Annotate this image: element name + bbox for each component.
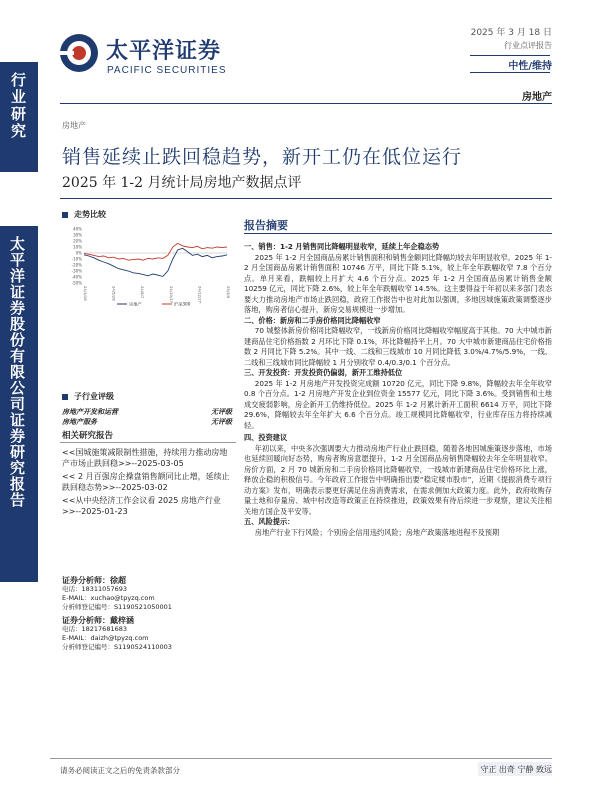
subindustry-row (62, 407, 232, 417)
x-tick-label: 24/3/18 (83, 286, 88, 301)
section-heading-price: 二、价格：新房和二手房价格同比降幅收窄 (244, 315, 381, 325)
y-tick-label: 40% (73, 226, 82, 232)
section-text-sales: 2025 年 1-2 月全国商品房累计销售面积和销售金额同比降幅均较去年明显收窄。2025 年 1-2 月全国商品房累计销售面积 10746 万平，同比下降 5.1%，较上年全年跌幅收窄 7.8 个百分点。单月来看，跌幅较上月扩大 4.6 个百分点。2025 年 1-2 月全国商品房累计销售金额 10259 亿元，同比下降 2.6%，较上年全年跌幅收窄 14.5%。这主要得益于年初以来多部门表态要大力推动房地产市场止跌回稳，政府工作报告中也对此加以强调，多地因城施策政策调整逐步落地，购房者信心提升，新房交易规模进一步增加。 (244, 252, 553, 314)
summary-body (244, 242, 552, 538)
sector-tag: 房地产 (62, 121, 86, 130)
report-type: 行业点评报告 (504, 41, 552, 50)
x-tick-label: 24/12/27 (197, 286, 203, 304)
bullet-square-icon (62, 394, 68, 400)
section-text-advice: 年初以来，中央多次强调要大力推动房地产行业止跌回稳，随着各地因城施策逐步落地，市场也延续回暖向好态势，购房者购房意愿提升，1-2 月全国商品房销售降幅较去年全年明显收窄。房价方面，2 月 70 城新房和二手房价格同比降幅收窄，一线城市新建商品住宅价格环比上涨，释放企稳的积极信号。今年政府工作报告中明确指出要“稳定楼市股市”，近期《提振消费专项行动方案》发布，明确表示要更好满足住房消费需求，在需求侧加大政策力度。此外，政府收购存量土地和存量房、城中村改造等政策正在持续推进，政策效果有待后续进一步观察，建议关注相关地方国企及平安等。 (244, 443, 552, 516)
brand-name-en: PACIFIC SECURITIES (107, 65, 227, 76)
industry-rating: 中性/维持 (508, 61, 552, 72)
sidebar-text-top: 行业研究 (9, 72, 27, 140)
analyst-cert: 分析师登记编号：S1190521050001 (62, 603, 172, 611)
summary-divider (244, 233, 552, 234)
y-tick-label: -30% (71, 268, 82, 274)
trend-chart (62, 225, 232, 310)
analyst-name: 证券分析师：徐超 (62, 576, 126, 585)
y-tick-label: -20% (71, 262, 82, 268)
divider (470, 55, 550, 56)
related-research-title: 相关研究报告 (62, 431, 114, 441)
title-divider (60, 198, 552, 199)
section-text-risk: 房地产行业下行风险；个别房企信用违约风险；房地产政策落地进程不及预期 (254, 527, 500, 537)
subindustry-section-label: 子行业评级 (62, 391, 114, 402)
analyst-name: 证券分析师：戴梓涵 (62, 616, 134, 625)
related-report-link[interactable]: << 2 月百强房企操盘销售额同比止增，延续止跌回稳态势>>--2025-03-02 (62, 472, 230, 492)
x-tick-label: 24/5/28 (111, 286, 117, 301)
bullet-square-icon (62, 212, 68, 218)
y-tick-label: 20% (73, 238, 82, 244)
x-tick-label: 24/10/17 (168, 286, 174, 304)
divider (470, 72, 550, 73)
section-text-price: 70 城整体新房价格同比降幅收窄，一线新房价格同比降幅收窄幅度高于其他。70 大中城市新建商品住宅价格指数 2 月环比下降 0.1%，环比降幅持平上月。70 大中城市新建商品住宅价格指数 2 月同比下降 5.2%。其中一线、二线和三线城市 10 月同比降低 3.0%/4.7%/5.9%，一线、二线和三线城市同比降幅较 1 月分别收窄 0.4/0.3/0.1 个百分点。 (244, 326, 552, 367)
analyst-block (62, 616, 238, 652)
subindustry-name: 房地产开发和运营 (62, 408, 118, 416)
sector-label: 房地产 (522, 92, 552, 103)
series-line-1 (84, 243, 227, 260)
analyst-block (62, 576, 238, 612)
y-tick-label: 0% (75, 250, 82, 256)
x-tick-label: 24/8/7 (140, 286, 146, 299)
y-tick-label: 30% (73, 232, 82, 238)
section-text-investment: 2025 年 1-2 月房地产开发投资完成额 10720 亿元，同比下降 9.8%，降幅较去年全年收窄 0.8 个百分点。1-2 月房地产开发企业到位资金 15577 亿元，同比下降 3.6%。受到销售和土地成交疲弱影响，房企新开工仍维持低位。2025 年 1-2 月累计新开工面积 6614 万平，同比下降 29.6%，降幅较去年全年扩大 6.6 个百分点。竣工规模同比降幅收窄，行业库存压力将持续减轻。 (244, 378, 552, 430)
section-heading-sales: 一、销售：1-2 月销售同比降幅明显收窄，延续上年企稳态势 (244, 242, 440, 251)
divider (60, 442, 236, 443)
analyst-email[interactable]: E-MAIL：daizh@tpyzq.com (62, 634, 149, 642)
section-heading-investment: 三、开发投资：开发投资仍偏弱，新开工维持低位 (244, 368, 403, 377)
related-research-list (62, 447, 234, 519)
subindustry-rating: 无评级 (211, 418, 232, 426)
legend-label: 房地产 (129, 301, 142, 307)
analyst-email[interactable]: E-MAIL：xuchao@tpyzq.com (62, 594, 155, 602)
trend-section-label: 走势比较 (62, 209, 106, 220)
related-report-link[interactable]: <<国城施策减限制性措施，持续用力推动房地产市场止跌回稳>>--2025-03-05 (62, 448, 228, 468)
footer-divider (50, 758, 552, 759)
section-heading-advice: 四、投资建议 (244, 433, 288, 442)
legend-label: 沪深300 (174, 301, 191, 307)
y-tick-label: -10% (71, 256, 82, 262)
subindustry-name: 房地产服务 (62, 418, 97, 426)
brand-name-cn: 太平洋证券 (106, 39, 222, 64)
analyst-cert: 分析师登记编号：S1190524110003 (62, 643, 172, 651)
y-tick-label: -50% (71, 280, 82, 286)
x-tick-label: 25/3/9 (226, 286, 231, 299)
series-line-0 (84, 248, 227, 276)
subindustry-rating: 无评级 (211, 408, 232, 416)
analyst-phone: 电话：18217681683 (62, 625, 127, 633)
footer-disclaimer: 请务必阅读正文之后的免责条款部分 (60, 766, 180, 775)
subindustry-table (62, 407, 232, 427)
report-date: 2025 年 3 月 18 日 (470, 28, 552, 38)
section-heading-risk: 五、风险提示： (244, 517, 295, 526)
summary-title: 报告摘要 (244, 219, 288, 232)
footer-motto: 守正 出奇 宁静 致远 (480, 765, 552, 774)
subindustry-row (62, 417, 232, 427)
page-title: 销售延续止跌回稳趋势，新开工仍在低位运行 (62, 146, 463, 168)
related-report-link[interactable]: <<从中央经济工作会议看 2025 房地产行业>>--2025-01-23 (62, 496, 221, 516)
y-tick-label: -40% (71, 274, 82, 280)
logo-icon (58, 32, 100, 74)
analyst-phone: 电话：18311057693 (62, 585, 127, 593)
sidebar-text-bottom: 太平洋证券股份有限公司证券研究报告 (8, 236, 26, 508)
page-subtitle: 2025 年 1-2 月统计局房地产数据点评 (62, 175, 302, 191)
y-tick-label: 10% (73, 244, 82, 250)
header-divider (60, 103, 552, 104)
